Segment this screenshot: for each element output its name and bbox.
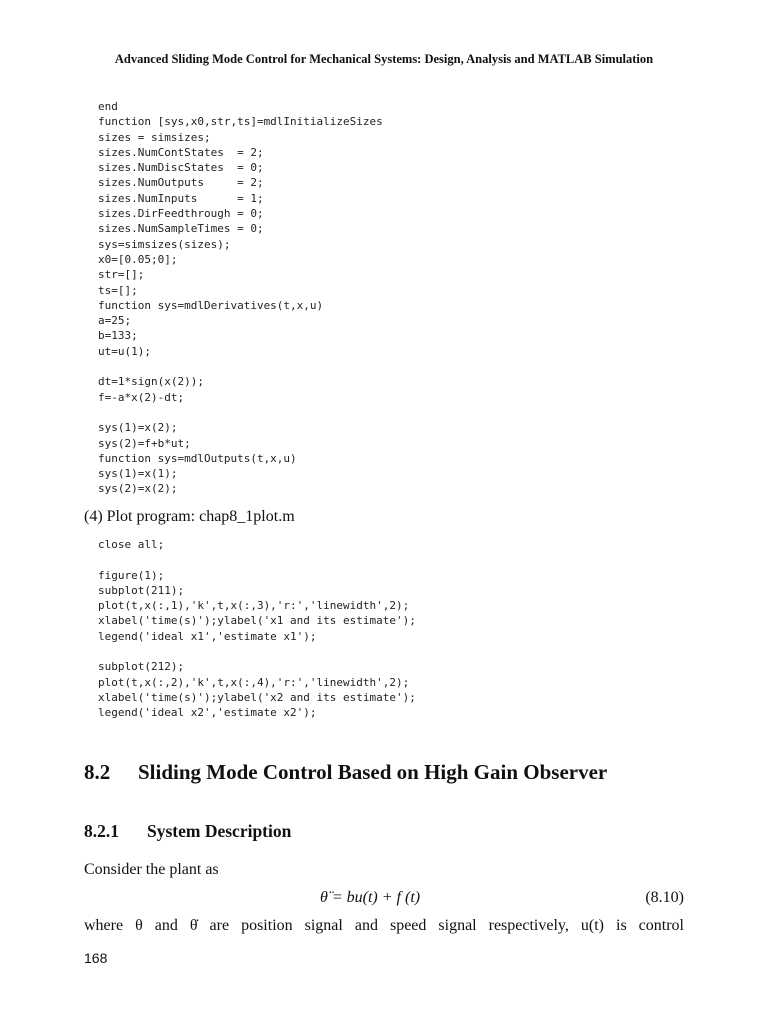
code-line: sizes.NumContStates = 2; — [98, 145, 264, 159]
code-line: sys(2)=f+b*ut; — [98, 436, 191, 450]
code-line — [98, 359, 383, 374]
paragraph-description: where θ and θ̇ are position signal and speed signal respectively, u(t) is control — [84, 917, 684, 934]
code-line: plot(t,x(:,2),'k',t,x(:,4),'r:','linewidth',2); — [98, 675, 410, 689]
code-line: x0=[0.05;0]; — [98, 252, 178, 266]
code-line: function sys=mdlOutputs(t,x,u) — [98, 451, 297, 465]
code-block-s-function — [98, 99, 383, 497]
code-line: sizes.NumInputs = 1; — [98, 191, 264, 205]
code-line: sizes.DirFeedthrough = 0; — [98, 207, 264, 221]
code-line — [98, 405, 383, 420]
code-line: ts=[]; — [98, 283, 138, 297]
page-number: 168 — [84, 950, 108, 966]
code-line: str=[]; — [98, 268, 145, 282]
plot-program-subheading: (4) Plot program: chap8_1plot.m — [84, 508, 295, 525]
code-line: end — [98, 100, 118, 113]
code-line: close all; — [98, 538, 165, 551]
code-line: legend('ideal x1','estimate x1'); — [98, 629, 317, 643]
code-line: legend('ideal x2','estimate x2'); — [98, 706, 317, 720]
code-line: sizes.NumSampleTimes = 0; — [98, 222, 264, 236]
section-number: 8.2 — [84, 760, 111, 784]
code-line: xlabel('time(s)');ylabel('x1 and its estimate'); — [98, 614, 416, 628]
code-line: ut=u(1); — [98, 344, 151, 358]
code-line: b=133; — [98, 329, 138, 343]
equation: θ̈ = bu(t) + f (t) — [320, 889, 421, 906]
code-line: sizes.NumDiscStates = 0; — [98, 161, 264, 175]
code-line — [98, 552, 416, 567]
code-line: sys(2)=x(2); — [98, 482, 178, 496]
code-line: xlabel('time(s)');ylabel('x2 and its estimate'); — [98, 690, 416, 704]
code-line: sys=simsizes(sizes); — [98, 237, 231, 251]
code-block-plot-program — [98, 537, 416, 721]
code-line: function sys=mdlDerivatives(t,x,u) — [98, 298, 324, 312]
code-line: a=25; — [98, 314, 132, 328]
subsection-number: 8.2.1 — [84, 821, 119, 841]
code-line: subplot(212); — [98, 660, 185, 674]
code-line: sys(1)=x(2); — [98, 421, 178, 435]
code-line: sys(1)=x(1); — [98, 467, 178, 481]
code-line: sizes.NumOutputs = 2; — [98, 176, 264, 190]
paragraph-intro: Consider the plant as — [84, 861, 219, 878]
code-line: figure(1); — [98, 568, 165, 582]
section-heading — [84, 760, 607, 785]
equation-number: (8.10) — [645, 889, 684, 906]
code-line: sizes = simsizes; — [98, 130, 211, 144]
code-line — [98, 644, 416, 659]
subsection-heading — [84, 821, 291, 842]
code-line: dt=1*sign(x(2)); — [98, 375, 204, 389]
code-line: function [sys,x0,str,ts]=mdlInitializeSizes — [98, 115, 383, 129]
subsection-title: System Description — [147, 821, 292, 841]
running-head: Advanced Sliding Mode Control for Mechanical Systems: Design, Analysis and MATLAB Simulation — [114, 52, 654, 66]
code-line: plot(t,x(:,1),'k',t,x(:,3),'r:','linewidth',2); — [98, 599, 410, 613]
code-line: f=-a*x(2)-dt; — [98, 390, 185, 404]
code-line: subplot(211); — [98, 583, 185, 597]
section-title: Sliding Mode Control Based on High Gain Observer — [138, 760, 608, 784]
